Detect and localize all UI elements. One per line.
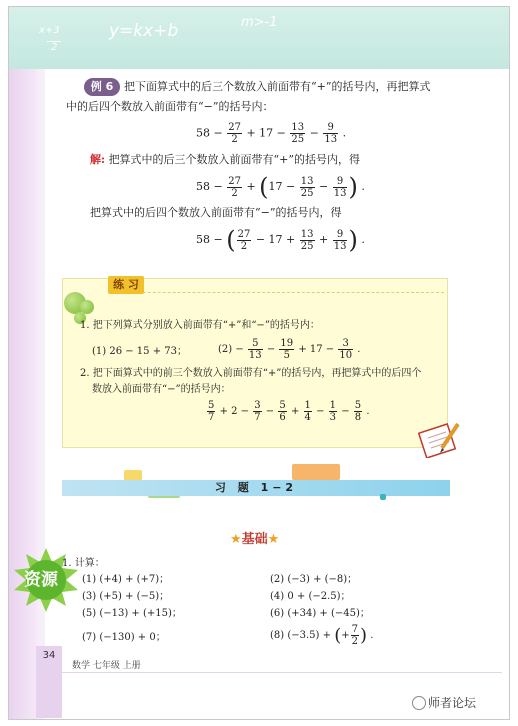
fraction: $\frac{27}{2}$ [228, 122, 241, 145]
fraction: $\frac{13}{25}$ [300, 228, 314, 252]
header-band [9, 7, 509, 69]
solution-label: 解: [90, 153, 106, 166]
page-number-tab [36, 646, 62, 718]
fraction: $\frac{5}{8}$ [354, 400, 362, 423]
practice-question-2-line-1: 2. 把下面算式中的前三个数放入前面带有“+”的括号内，再把算式中的后四个 [80, 368, 422, 379]
fraction: $\frac{9}{13}$ [324, 122, 338, 145]
book-title: 数学 七年级 上册 [72, 661, 141, 671]
exercise-item: (7) (−130) + 0； [82, 632, 166, 643]
left-sidebar [9, 69, 37, 719]
fraction: $\frac{3}{10}$ [339, 338, 353, 361]
fraction: $\frac{19}{5}$ [280, 338, 294, 361]
watermark: 师者论坛 [428, 696, 477, 710]
exercise-item: (5) (−13) + (+15)； [82, 608, 182, 619]
exercise-item: (2) (−3) + (−8)； [270, 574, 358, 585]
fraction: $\frac{1}{4}$ [304, 400, 311, 423]
fraction: $\frac{13}{25}$ [291, 122, 305, 145]
decoration-block [292, 464, 340, 480]
solution-line-1: 解: 把算式中的后三个数放入前面带有“+”的括号内，得 [90, 153, 361, 166]
fraction: $\frac{7}{2}$ [351, 624, 358, 647]
example-line-2: 中的后四个数放入前面带有“−”的括号内： [66, 100, 274, 113]
example-expression: 58 − $\frac{27}{2}$ + 17 − $\frac{13}{25}$ − $\frac{9}{13}$ . [196, 122, 347, 145]
exercise-item: (6) (+34) + (−45)； [270, 608, 370, 619]
fraction: $\frac{3}{7}$ [254, 400, 261, 423]
fraction: $\frac{5}{6}$ [279, 400, 286, 423]
star-icon: ★ [230, 532, 242, 547]
fraction: $\frac{5}{7}$ [208, 400, 215, 423]
solution-line-2: 把算式中的后四个数放入前面带有“−”的括号内，得 [90, 206, 342, 219]
header-formula-4: m>-1 [241, 15, 278, 30]
notebook-pencil-icon [418, 418, 462, 458]
exercise-item: (4) 0 + (−2.5)； [270, 591, 351, 602]
practice-question-2-line-2: 数放入前面带有“−”的括号内： [92, 384, 231, 395]
exercise-item: (1) (+4) + (+7)； [82, 574, 170, 585]
solution-expression-2: 58 − ( $\frac{27}{2}$ − 17 + $\frac{13}{25}$ + $\frac{9}{13}$ ) . [196, 226, 365, 254]
exercise-item: (8) (−3.5) + (+ $\frac{7}{2}$ ) . [270, 624, 374, 647]
header-formula-2: 2 [47, 41, 61, 53]
practice-question-1: 1. 把下列算式分别放入前面带有“+”和“−”的括号内： [80, 320, 320, 331]
resource-badge-label: 资源 [24, 570, 58, 590]
practice-label: 练 习 [108, 276, 144, 294]
fraction: $\frac{9}{13}$ [333, 175, 347, 199]
footer-divider [62, 672, 502, 673]
section-heading: ★基础★ [230, 532, 280, 547]
decoration-dot [380, 494, 386, 500]
header-formula-1: x+3 [39, 25, 60, 36]
left-sidebar-inner [37, 69, 45, 719]
star-icon: ★ [267, 532, 280, 547]
practice-question-1a: (1) 26 − 15 + 73； [92, 346, 187, 357]
exercise-item: (3) (+5) + (−5)； [82, 591, 170, 602]
exercise-title: 习 题 1−2 [214, 481, 298, 494]
fraction: $\frac{13}{25}$ [300, 175, 314, 199]
example-tag: 例 6 [84, 78, 120, 96]
practice-divider [118, 292, 444, 293]
fraction: $\frac{5}{13}$ [248, 338, 262, 361]
solution-expression-1: 58 − $\frac{27}{2}$ + (17 − $\frac{13}{25}$ − $\frac{9}{13}$ ) . [196, 173, 365, 201]
fraction: $\frac{1}{3}$ [329, 400, 337, 423]
practice-question-1b: (2) − $\frac{5}{13}$ − $\frac{19}{5}$ + 17 − $\frac{3}{10}$ . [218, 338, 361, 361]
page-number: 34 [42, 650, 56, 661]
header-formula-3: y=kx+b [109, 21, 179, 41]
fraction: $\frac{27}{2}$ [237, 228, 251, 252]
exercise-intro: 1. 计算： [62, 558, 105, 569]
fraction: $\frac{9}{13}$ [333, 228, 347, 252]
watermark-icon [412, 696, 426, 710]
practice-question-2-expression: $\frac{5}{7}$ + 2 − $\frac{3}{7}$ − $\frac{5}{6}$ + $\frac{1}{4}$ − $\frac{1}{3}$ − $\frac{5}{8}$ . [208, 400, 370, 423]
fraction: $\frac{27}{2}$ [228, 175, 241, 199]
example-line-1: 把下面算式中的后三个数放入前面带有“+”的括号内，再把算式 [124, 80, 431, 93]
